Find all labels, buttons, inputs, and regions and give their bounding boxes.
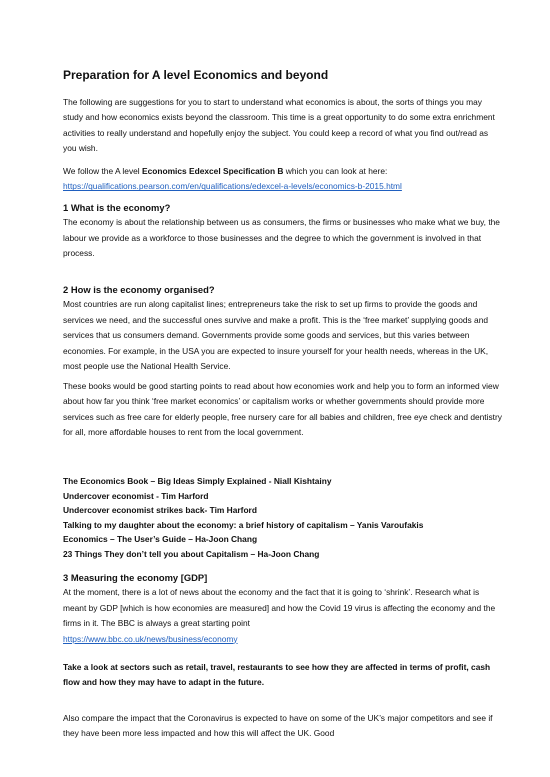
section-2-paragraph-2: These books would be good starting points to read about how economies work and help you to form an informed view about how far you think ‘free market economics’ or capitalism works or whether governments should provide more services such as free care for elderly people, free nursery care for all babies and children, free eye check and dentistry for all, more affordable houses to rent from the local government. [63, 381, 502, 438]
spec-pre: We follow the A level [63, 166, 142, 176]
book-list [63, 474, 503, 561]
section-3 [63, 570, 503, 647]
specification-link[interactable]: https://qualifications.pearson.com/en/qualifications/edexcel-a-levels/economics-b-2015.html [63, 181, 402, 192]
section-3-paragraph-2: Take a look at sectors such as retail, travel, restaurants to see how they are affected in terms of profit, cash flow and how they may have to adapt in the future. [63, 662, 491, 688]
bbc-economy-link[interactable]: https://www.bbc.co.uk/news/business/economy [63, 633, 238, 644]
book-item: Talking to my daughter about the economy: a brief history of capitalism – Yanis Varoufakis [63, 519, 424, 530]
book-item: The Economics Book – Big Ideas Simply Explained - Niall Kishtainy [63, 476, 332, 486]
book-item: Undercover economist - Tim Harford [63, 490, 209, 501]
section-3-paragraph-1: At the moment, there is a lot of news about the economy and the fact that it is going to ‘shrink’. Research what is meant by GDP [which is how economies are measured] and how the Covid 19 virus is affecting the economy and the firms in it. The BBC is always a great starting point [63, 587, 496, 629]
section-2-heading: 2 How is the economy organised? [63, 284, 215, 295]
section-3-paragraph-3: Also compare the impact that the Coronavirus is expected to have on some of the UK’s major competitors and see if they have been more less impacted and how this will affect the UK. Good [63, 713, 493, 739]
section-1-heading: 1 What is the economy? [63, 202, 171, 213]
book-item: Undercover economist strikes back- Tim Harford [63, 505, 257, 515]
book-item: Economics – The User’s Guide – Ha-Joon Chang [63, 534, 258, 544]
specification-text [63, 164, 503, 179]
section-1 [63, 200, 503, 262]
page-title: Preparation for A level Economics and beyond [63, 68, 329, 82]
intro-text: The following are suggestions for you to start to understand what economics is about, the sorts of things you may study and how economics exists beyond the classroom. This time is a great opportunity to do some extra enrichment activities to really understand and hopefully enjoy the subject. You could keep a record of what you find out/read as you wish. [63, 97, 495, 154]
section-2-paragraph-1: Most countries are run along capitalist lines; entrepreneurs take the risk to set up firms to provide the goods and services we need, and the successful ones survive and make a profit. This is the ‘free market’ supplying goods and services that us consumers demand. Governments provide some goods and services, but this varies between economies. For example, in the USA you are expected to insure yourself for your health needs, whereas in the UK, most people use the National Health Service. [63, 299, 489, 372]
specification-paragraph [63, 164, 503, 195]
section-2-books-intro [63, 379, 503, 441]
spec-name: Economics Edexcel Specification B [141, 166, 284, 176]
spec-post: which you can look at here: [283, 166, 388, 176]
section-3-heading: 3 Measuring the economy [GDP] [63, 572, 208, 583]
section-3-compare [63, 711, 503, 742]
section-3-sectors [63, 660, 503, 691]
section-2 [63, 282, 503, 374]
intro-paragraph [63, 95, 503, 157]
book-item: 23 Things They don’t tell you about Capitalism – Ha-Joon Chang [63, 548, 320, 559]
section-1-text: The economy is about the relationship between us as consumers, the firms or businesses who make what we buy, the labour we provide as a workforce to those businesses and the degree to which the government is involved in that process. [63, 217, 500, 259]
